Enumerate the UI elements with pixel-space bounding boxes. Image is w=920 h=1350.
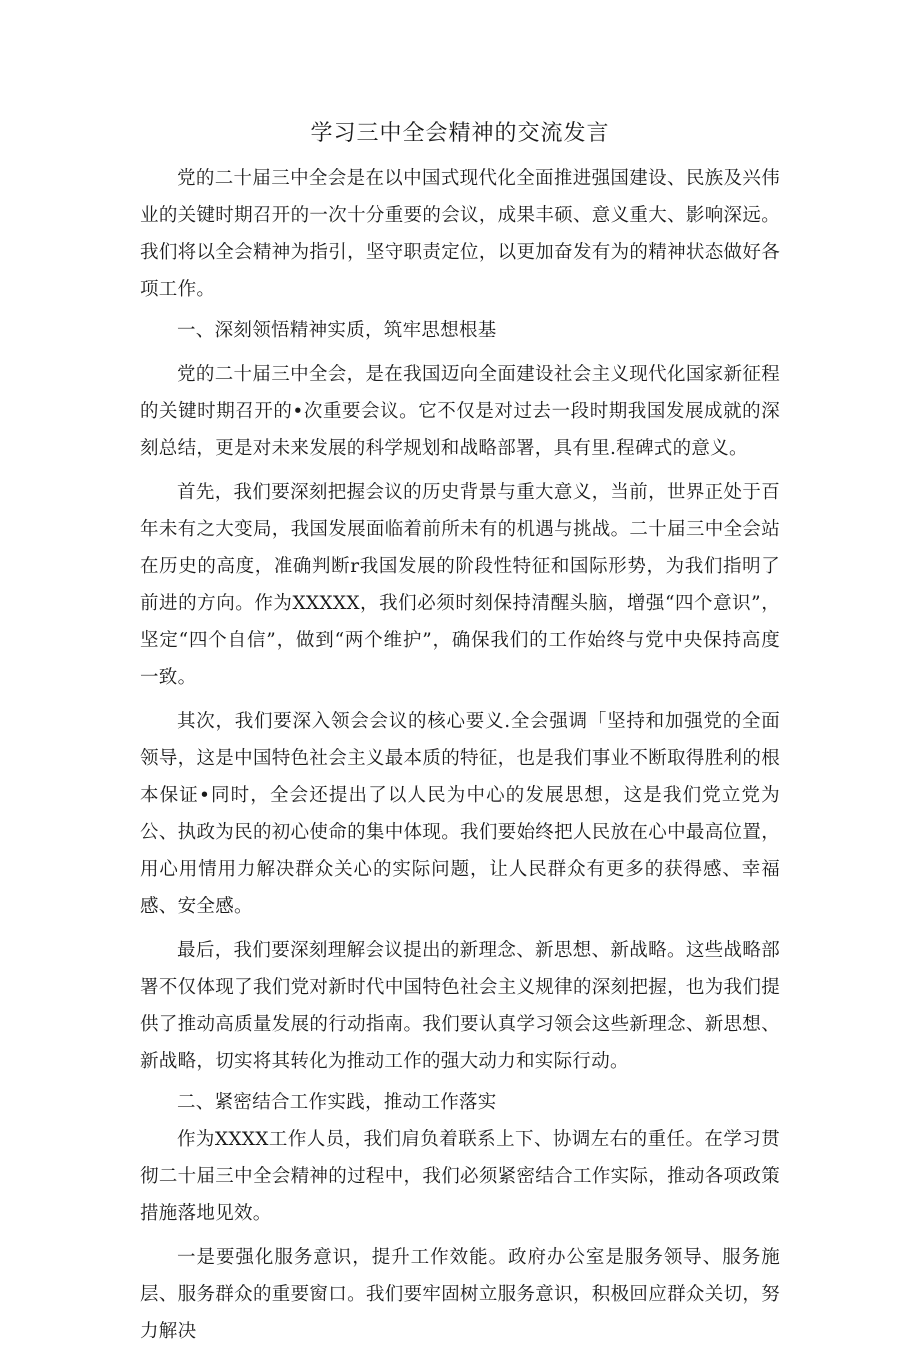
document-title: 学习三中全会精神的交流发言 [310, 121, 610, 146]
paragraph-1-2: 首先，我们要深刻把握会议的历史背景与重大意义，当前，世界正处于百年未有之大变局，我国发展面临着前所未有的机遇与挑战。二十届三中全会站在历史的高度，准确判断r我国发展的阶段性特征和国际形势，为我们指明了前进的方向。作为XXXXX，我们必须时刻保持清醒头脑，增强“四个意识”，坚定“四个自信”，做到“两个维护”，确保我们的工作始终与党中央保持高度一致。 [140, 482, 780, 688]
paragraph-1-1: 党的二十届三中全会，是在我国迈向全面建设社会主义现代化国家新征程的关键时期召开的•次重要会议。它不仅是对过去一段时期我国发展成就的深刻总结，更是对未来发展的科学规划和战略部署，具有里.程碑式的意义。 [140, 364, 780, 459]
section-heading-2: 二、紧密结合工作实践，推动工作落实 [177, 1092, 497, 1113]
paragraph-1-3: 其次，我们要深入领会会议的核心要义.全会强调「坚持和加强党的全面领导，这是中国特色社会主义最本质的特征，也是我们事业不断取得胜利的根本保证•同时，全会还提出了以人民为中心的发展思想，这是我们党立党为公、执政为民的初心使命的集中体现。我们要始终把人民放在心中最高位置，用心用情用力解决群众关心的实际问题，让人民群众有更多的获得感、幸福感、安全感。 [140, 711, 780, 917]
document-body [140, 160, 780, 1350]
paragraph-2-2: 一是要强化服务意识，提升工作效能。政府办公室是服务领导、服务施层、服务群众的重要窗口。我们要牢固树立服务意识，积极回应群众关切，努力解决 [140, 1247, 780, 1342]
paragraph-2-1: 作为XXXX工作人员，我们肩负着联系上下、协调左右的重任。在学习贯彻二十届三中全会精神的过程中，我们必须紧密结合工作实际，推动各项政策措施落地见效。 [140, 1129, 780, 1224]
paragraph-1-4: 最后，我们要深刻理解会议提出的新理念、新思想、新战略。这些战略部署不仅体现了我们党对新时代中国特色社会主义规律的深刻把握，也为我们提供了推动高质量发展的行动指南。我们要认真学习领会这些新理念、新思想、新战略，切实将其转化为推动工作的强大动力和实际行动。 [140, 940, 780, 1072]
section-heading-1: 一、深刻领悟精神实质，筑牢思想根基 [177, 320, 497, 341]
paragraph-intro: 党的二十届三中全会是在以中国式现代化全面推进强国建设、民族及兴伟业的关键时期召开的一次十分重要的会议，成果丰硕、意义重大、影响深远。我们将以全会精神为指引，坚守职责定位，以更加奋发有为的精神状态做好各项工作。 [140, 168, 780, 300]
